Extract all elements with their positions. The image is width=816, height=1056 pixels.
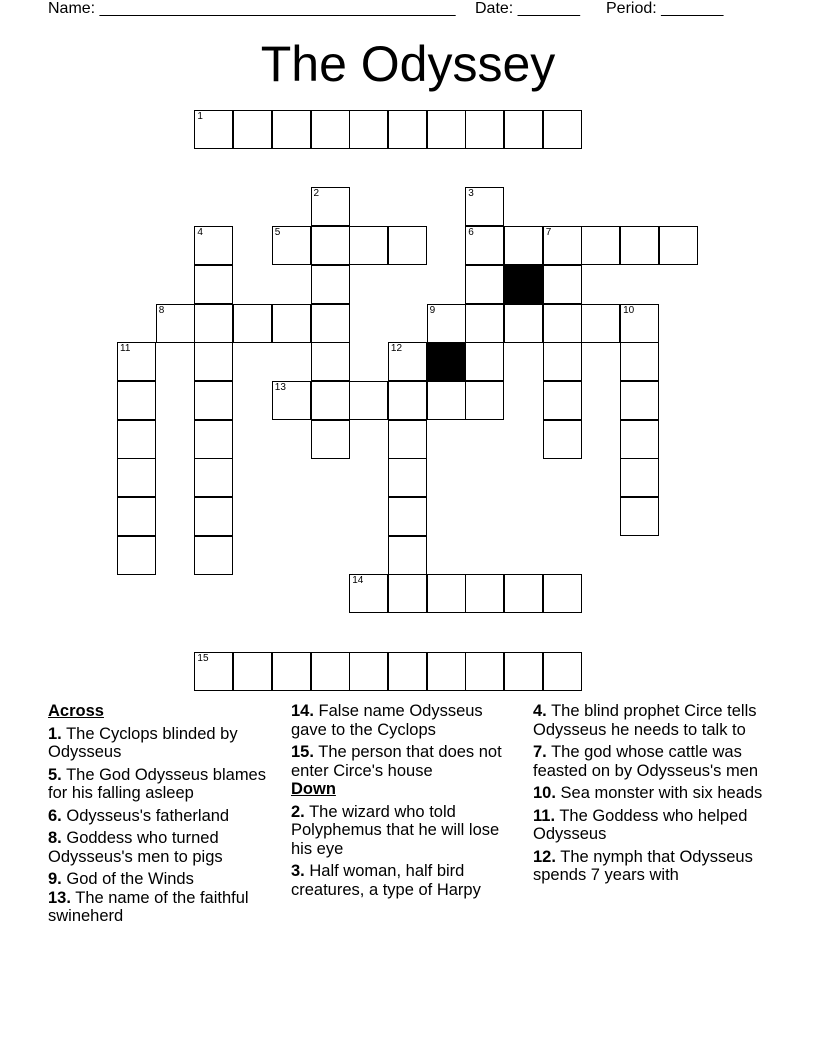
clue-number: 10. <box>533 784 556 802</box>
grid-cell[interactable] <box>388 652 427 691</box>
clue-number-label: 7 <box>545 227 552 239</box>
clue-text: The wizard who told Polyphemus that he will lose his eye <box>291 802 500 858</box>
date-field-label[interactable]: Date: _______ <box>475 0 580 17</box>
grid-cell[interactable] <box>194 497 233 536</box>
grid-cell[interactable] <box>311 304 350 343</box>
grid-cell[interactable] <box>311 381 350 420</box>
grid-cell[interactable] <box>620 497 659 536</box>
grid-cell[interactable] <box>388 420 427 459</box>
grid-cell[interactable] <box>427 574 466 613</box>
clue-across-14 <box>291 702 521 739</box>
grid-cell[interactable] <box>388 381 427 420</box>
grid-cell[interactable] <box>620 381 659 420</box>
grid-cell-9[interactable] <box>427 304 466 343</box>
clue-number-label: 8 <box>158 304 165 316</box>
grid-cell[interactable] <box>117 381 156 420</box>
grid-cell[interactable] <box>311 110 350 149</box>
grid-cell[interactable] <box>194 458 233 497</box>
clue-down-7 <box>533 743 763 780</box>
clue-number-label: 14 <box>352 575 364 587</box>
grid-cell[interactable] <box>194 381 233 420</box>
grid-cell[interactable] <box>504 226 543 265</box>
grid-cell-8[interactable] <box>156 304 195 343</box>
clue-number-label: 3 <box>468 188 474 200</box>
grid-cell[interactable] <box>581 304 620 343</box>
clue-text: The name of the faithful swineherd <box>48 888 249 925</box>
clue-across-8 <box>48 829 278 866</box>
grid-cell[interactable] <box>581 226 620 265</box>
grid-cell[interactable] <box>465 574 504 613</box>
clue-across-15 <box>291 743 521 780</box>
grid-cell-15[interactable] <box>194 652 233 691</box>
clue-text: The nymph that Odysseus spends 7 years with <box>533 847 753 884</box>
clue-down-2 <box>291 803 521 859</box>
grid-cell[interactable] <box>194 342 233 381</box>
clue-text: Sea monster with six heads <box>560 784 763 802</box>
black-cell <box>504 265 543 304</box>
grid-cell[interactable] <box>388 497 427 536</box>
down-heading: Down <box>291 780 336 798</box>
grid-cell-3[interactable] <box>465 187 504 226</box>
puzzle-title: The Odyssey <box>260 36 556 92</box>
clue-number: 14. <box>291 702 314 720</box>
grid-cell[interactable] <box>543 381 582 420</box>
grid-cell[interactable] <box>465 265 504 304</box>
clue-number-label: 12 <box>390 343 403 355</box>
clue-number-label: 11 <box>120 343 131 355</box>
clue-number: 6. <box>48 806 62 825</box>
clue-number: 2. <box>291 802 305 821</box>
clue-number: 5. <box>48 765 62 784</box>
clue-text: Half woman, half bird creatures, a type of Harpy <box>291 862 481 899</box>
clue-number: 8. <box>48 829 62 847</box>
grid-cell[interactable] <box>465 652 504 691</box>
clue-number-label: 6 <box>468 227 474 239</box>
grid-cell[interactable] <box>272 304 311 343</box>
grid-cell[interactable] <box>388 226 427 265</box>
clue-text: Odysseus's fatherland <box>66 806 230 825</box>
grid-cell[interactable] <box>543 265 582 304</box>
clue-number: 1. <box>48 724 62 743</box>
grid-cell[interactable] <box>427 652 466 691</box>
grid-cell[interactable] <box>194 420 233 459</box>
grid-cell-10[interactable] <box>620 304 659 343</box>
clue-text: God of the Winds <box>66 870 194 888</box>
grid-cell[interactable] <box>543 110 582 149</box>
name-field-label[interactable]: Name: ________________________________________ <box>48 0 456 17</box>
grid-cell[interactable] <box>349 652 388 691</box>
clue-down-4 <box>533 702 763 739</box>
clue-across-6 <box>48 807 278 826</box>
grid-cell[interactable] <box>504 574 543 613</box>
grid-cell-4[interactable] <box>194 226 233 265</box>
grid-cell[interactable] <box>194 265 233 304</box>
clue-number-label: 9 <box>429 304 436 316</box>
grid-cell-5[interactable] <box>272 226 311 265</box>
grid-cell[interactable] <box>620 342 659 381</box>
clue-number-label: 1 <box>197 111 203 122</box>
clue-text: The god whose cattle was feasted on by Odysseus's men <box>533 743 759 780</box>
grid-cell[interactable] <box>349 110 388 149</box>
clue-text: The Goddess who helped Odysseus <box>533 806 748 843</box>
grid-cell[interactable] <box>117 458 156 497</box>
grid-cell[interactable] <box>659 226 698 265</box>
grid-cell[interactable] <box>233 110 272 149</box>
grid-cell[interactable] <box>117 420 156 459</box>
clue-down-3 <box>291 862 521 899</box>
grid-cell[interactable] <box>311 226 350 265</box>
grid-cell[interactable] <box>543 420 582 459</box>
clue-number: 15. <box>291 743 314 761</box>
clue-column-1 <box>48 702 278 930</box>
clue-text: The person that does not enter Circe's house <box>291 743 502 780</box>
clue-number: 9. <box>48 870 62 888</box>
grid-cell[interactable] <box>233 304 272 343</box>
grid-cell[interactable] <box>311 652 350 691</box>
grid-cell[interactable] <box>504 652 543 691</box>
clue-number: 12. <box>533 847 556 866</box>
grid-cell[interactable] <box>349 381 388 420</box>
clue-number: 7. <box>533 743 547 761</box>
clue-number-label: 13 <box>274 381 286 393</box>
grid-cell-6[interactable] <box>465 226 504 265</box>
grid-cell-12[interactable] <box>388 342 427 381</box>
grid-cell[interactable] <box>388 574 427 613</box>
black-cell <box>427 342 466 381</box>
grid-cell[interactable] <box>465 381 504 420</box>
grid-cell[interactable] <box>543 574 582 613</box>
grid-cell-13[interactable] <box>272 381 311 420</box>
grid-cell-2[interactable] <box>311 187 350 226</box>
clue-across-1 <box>48 725 278 762</box>
grid-cell[interactable] <box>504 304 543 343</box>
clue-across-13 <box>48 889 278 926</box>
grid-cell[interactable] <box>620 420 659 459</box>
clue-text: The God Odysseus blames for his falling asleep <box>48 765 266 802</box>
grid-cell[interactable] <box>117 497 156 536</box>
clue-number-label: 15 <box>197 652 209 664</box>
grid-cell[interactable] <box>272 110 311 149</box>
grid-cell-7[interactable] <box>543 226 582 265</box>
grid-cell[interactable] <box>388 110 427 149</box>
grid-cell[interactable] <box>465 342 504 381</box>
across-heading: Across <box>48 702 104 720</box>
grid-cell[interactable] <box>620 226 659 265</box>
clue-number: 13. <box>48 888 71 907</box>
grid-cell[interactable] <box>543 342 582 381</box>
grid-cell[interactable] <box>620 458 659 497</box>
grid-cell[interactable] <box>194 536 233 575</box>
grid-cell[interactable] <box>427 381 466 420</box>
clue-across-9 <box>48 870 278 889</box>
clue-number-label: 2 <box>313 188 320 200</box>
clue-number-label: 10 <box>623 304 635 316</box>
clue-text: The Cyclops blinded by Odysseus <box>48 724 238 761</box>
clue-text: False name Odysseus gave to the Cyclops <box>291 702 483 739</box>
grid-cell[interactable] <box>504 110 543 149</box>
grid-cell[interactable] <box>465 110 504 149</box>
grid-cell[interactable] <box>194 304 233 343</box>
clue-column-2 <box>291 702 521 903</box>
grid-cell[interactable] <box>543 652 582 691</box>
grid-cell[interactable] <box>272 652 311 691</box>
clue-number: 4. <box>533 702 547 720</box>
period-field-label[interactable]: Period: _______ <box>606 0 724 17</box>
grid-cell[interactable] <box>543 304 582 343</box>
grid-cell[interactable] <box>465 304 504 343</box>
grid-cell[interactable] <box>311 342 350 381</box>
grid-cell[interactable] <box>233 652 272 691</box>
grid-cell[interactable] <box>349 226 388 265</box>
grid-cell[interactable] <box>117 536 156 575</box>
grid-cell[interactable] <box>427 110 466 149</box>
clue-down-12 <box>533 848 763 885</box>
clue-across-5 <box>48 766 278 803</box>
grid-cell-14[interactable] <box>349 574 388 613</box>
grid-cell-1[interactable] <box>194 110 233 149</box>
clue-text: The blind prophet Circe tells Odysseus he needs to talk to <box>533 702 757 739</box>
grid-cell[interactable] <box>388 536 427 575</box>
clue-text: Goddess who turned Odysseus's men to pigs <box>48 829 223 866</box>
grid-cell[interactable] <box>311 420 350 459</box>
clue-down-10 <box>533 784 763 803</box>
clue-down-11 <box>533 807 763 844</box>
grid-cell[interactable] <box>388 458 427 497</box>
clue-number-label: 4 <box>197 227 203 239</box>
grid-cell[interactable] <box>311 265 350 304</box>
clue-number-label: 5 <box>274 227 281 239</box>
grid-cell-11[interactable] <box>117 342 156 381</box>
clue-number: 11. <box>533 806 556 825</box>
clue-number: 3. <box>291 862 305 880</box>
clue-column-3 <box>533 702 763 889</box>
